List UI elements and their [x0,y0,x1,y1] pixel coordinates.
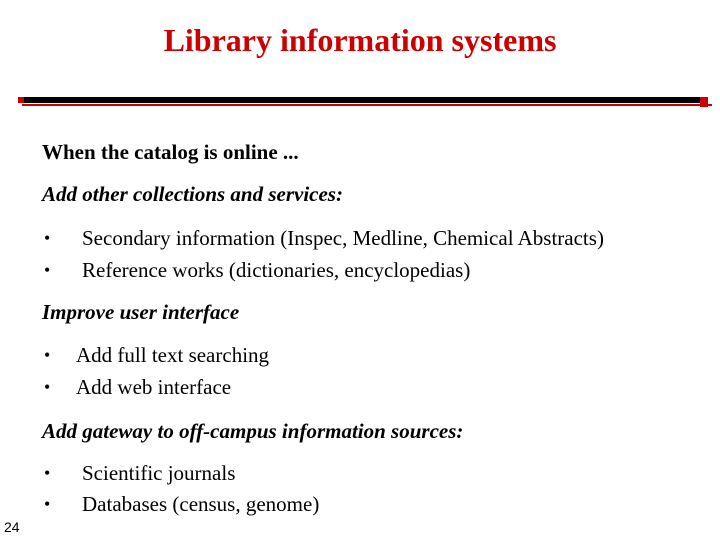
bullet-icon: • [44,463,51,483]
list-item: Databases (census, genome) [82,492,320,516]
bullet-icon: • [44,345,51,365]
section-heading: Add other collections and services: [42,182,343,206]
section-heading: Improve user interface [42,300,240,324]
bullet-icon: • [44,494,51,514]
divider-red-line [22,104,712,106]
bullet-icon: • [44,260,51,280]
page-number: 24 [4,519,20,535]
bullet-icon: • [44,377,51,397]
divider-black-bar [22,97,702,103]
list-item: Reference works (dictionaries, encyclopedias) [82,258,471,282]
list-item: Scientific journals [82,461,236,485]
divider-left-tick [18,97,24,103]
list-item: Add full text searching [76,343,270,367]
list-item: Secondary information (Inspec, Medline, Chemical Abstracts) [82,226,604,250]
list-item: Add web interface [76,375,232,399]
bullet-icon: • [44,228,51,248]
section-heading: Add gateway to off-campus information sources: [42,419,464,443]
slide-title: Library information systems [163,22,557,58]
divider-right-tick [700,97,708,107]
intro-text: When the catalog is online ... [42,140,299,164]
